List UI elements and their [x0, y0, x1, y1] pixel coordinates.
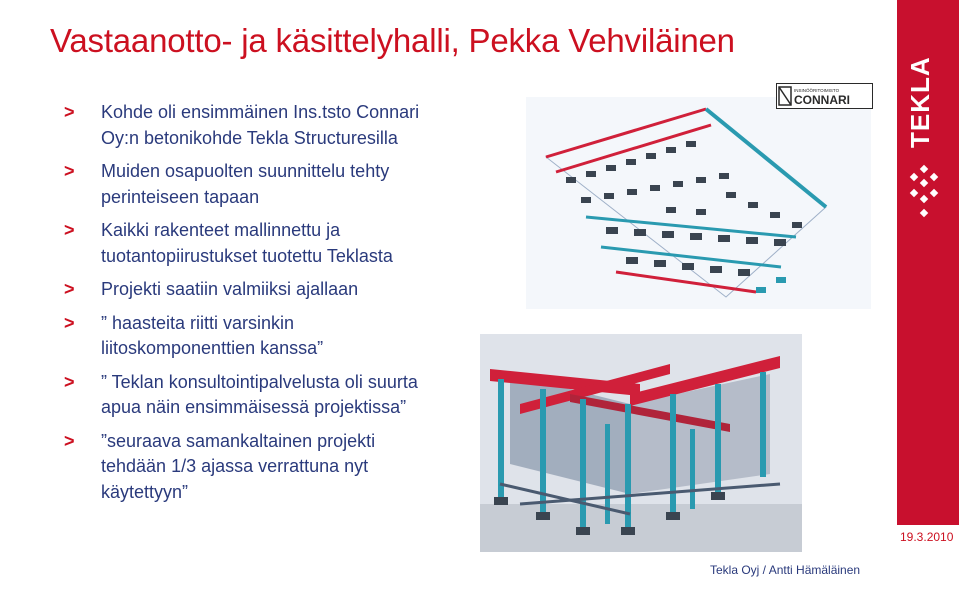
tekla-logo-icon: [907, 160, 945, 220]
bullet-item: > ”seuraava samankaltainen projekti tehdään 1/3 ajassa verrattuna nyt käytettyyn”: [64, 430, 376, 502]
bullet-item: > ” Teklan konsultointipalvelusta oli suurta apua näin ensimmäisessä projektissa”: [64, 371, 418, 417]
connari-logo: [776, 83, 873, 109]
bullet-marker: >: [64, 430, 75, 451]
bullet-item: > Muiden osapuolten suunnittelu tehty perinteiseen tapaan: [64, 161, 390, 207]
footer-text: Tekla Oyj / Antti Hämäläinen: [710, 563, 861, 577]
logo-main-text: CONNARI: [794, 93, 850, 107]
hall-model-image: [480, 334, 802, 552]
logo-top-text: INSINÖÖRITOIMISTO: [794, 88, 840, 93]
slide-title: Vastaanotto- ja käsittelyhalli, Pekka Vehviläinen: [50, 22, 735, 59]
bullet-marker: >: [64, 371, 75, 392]
tekla-brand-text: TEKLA: [905, 56, 935, 148]
bullet-item: > ” haasteita riitti varsinkin liitoskomponenttien kanssa”: [64, 312, 324, 358]
slide-date: 19.3.2010: [900, 530, 954, 544]
bullet-item: > Kohde oli ensimmäinen Ins.tsto Connari Oy:n betonikohde Tekla Structuresilla: [64, 102, 420, 148]
bullet-marker: >: [64, 161, 75, 181]
bullet-marker: >: [64, 312, 75, 333]
foundation-model-image: [526, 97, 871, 309]
bullet-marker: >: [64, 102, 75, 122]
bullet-marker: >: [64, 279, 75, 299]
bullet-item: > Kaikki rakenteet mallinnettu ja tuotantopiirustukset tuotettu Teklasta: [64, 220, 393, 266]
bullet-item: > Projekti saatiin valmiiksi ajallaan: [64, 277, 484, 303]
bullet-marker: >: [64, 220, 75, 240]
bullet-list: [64, 100, 484, 513]
